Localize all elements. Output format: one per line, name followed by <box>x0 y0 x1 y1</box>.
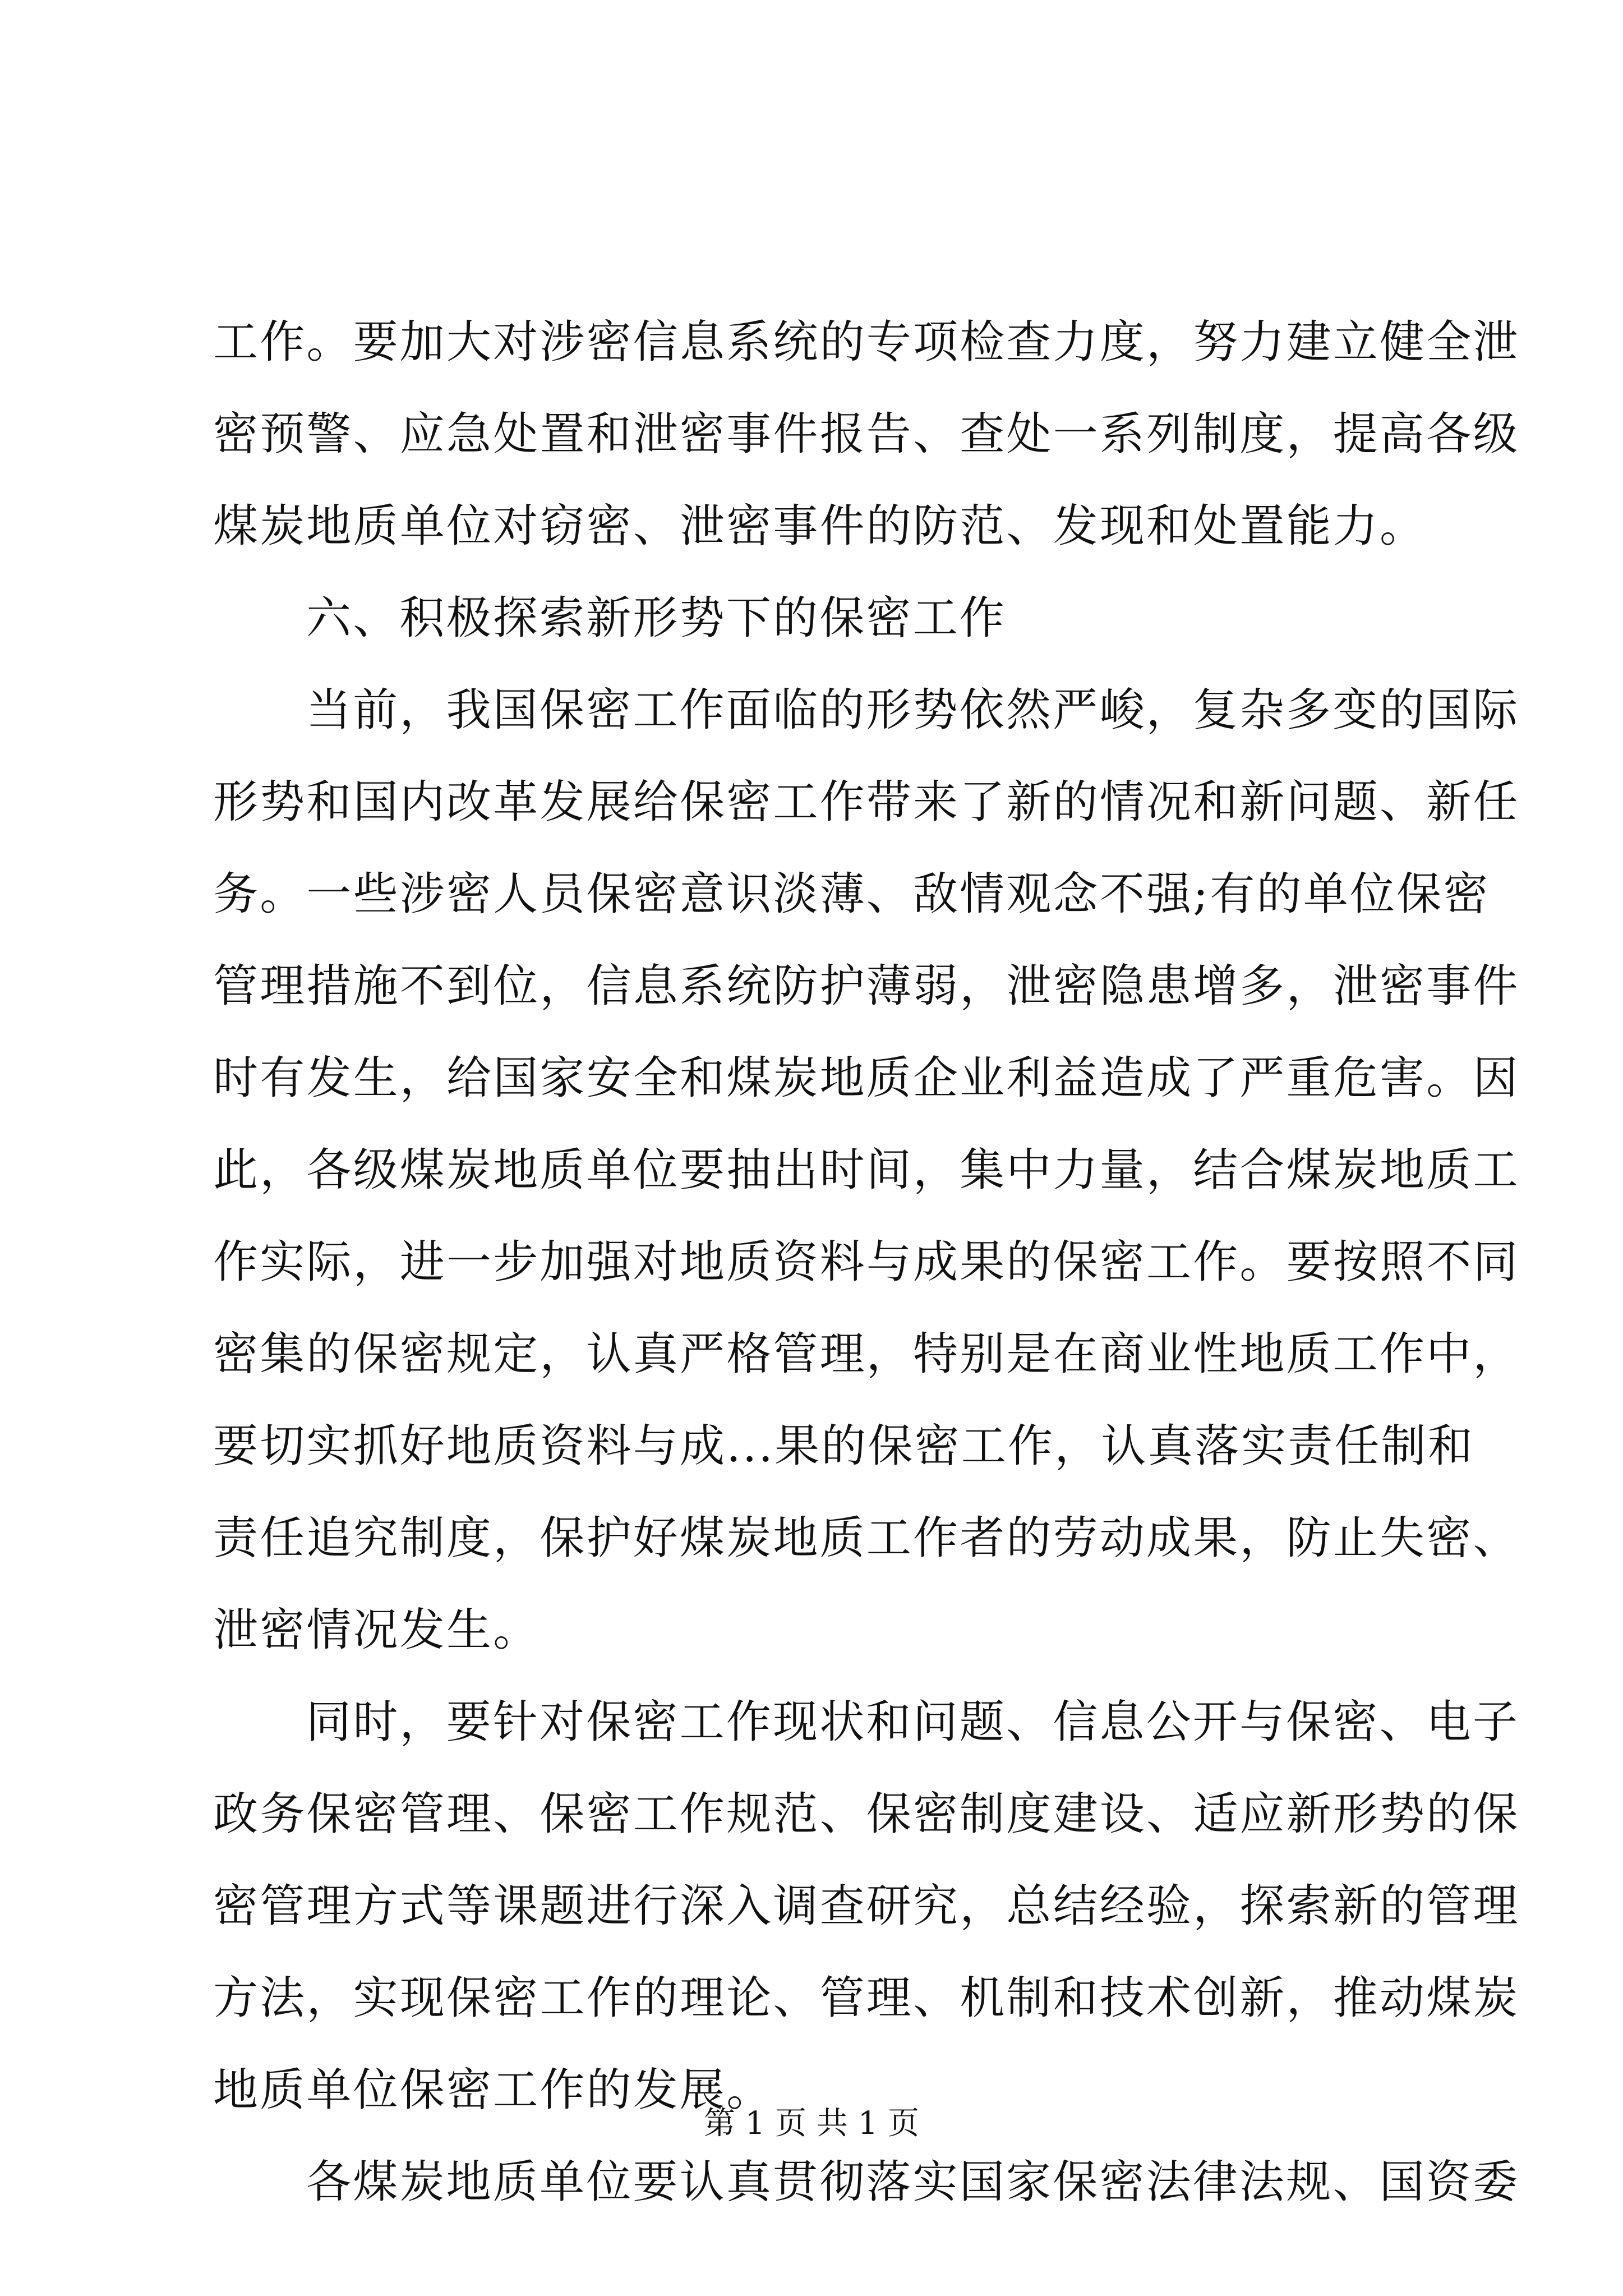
text-line: 责任追究制度，保护好煤炭地质工作者的劳动成果，防止失密、 <box>213 1512 1520 1564</box>
text-line: 煤炭地质单位对窃密、泄密事件的防范、发现和处置能力。 <box>213 500 1427 552</box>
text-line: 管理措施不到位，信息系统防护薄弱，泄密隐患增多，泄密事件 <box>213 960 1520 1012</box>
section-heading: 六、积极探索新形势下的保密工作 <box>306 592 1006 644</box>
text-line: 政务保密管理、保密工作规范、保密制度建设、适应新形势的保 <box>213 1788 1520 1840</box>
text-line: 当前，我国保密工作面临的形势依然严峻，复杂多变的国际 <box>306 684 1520 736</box>
text-line: 密管理方式等课题进行深入调查研究，总结经验，探索新的管理 <box>213 1880 1520 1932</box>
text-line: 地质单位保密工作的发展。 <box>213 2064 773 2116</box>
text-line: 方法，实现保密工作的理论、管理、机制和技术创新，推动煤炭 <box>213 1972 1520 2024</box>
text-line: 要切实抓好地质资料与成...果的保密工作，认真落实责任制和 <box>213 1420 1475 1472</box>
text-line: 务。一些涉密人员保密意识淡薄、敌情观念不强;有的单位保密 <box>213 868 1490 920</box>
text-line: 此，各级煤炭地质单位要抽出时间，集中力量，结合煤炭地质工 <box>213 1144 1520 1196</box>
text-line: 工作。要加大对涉密信息系统的专项检查力度，努力建立健全泄 <box>213 316 1520 368</box>
text-line: 时有发生，给国家安全和煤炭地质企业利益造成了严重危害。因 <box>213 1052 1520 1104</box>
text-line: 密集的保密规定，认真严格管理，特别是在商业性地质工作中， <box>213 1328 1520 1380</box>
text-line: 作实际，进一步加强对地质资料与成果的保密工作。要按照不同 <box>213 1236 1520 1288</box>
body-text <box>213 296 1520 2228</box>
text-line: 密预警、应急处置和泄密事件报告、查处一系列制度，提高各级 <box>213 408 1520 460</box>
text-line: 形势和国内改革发展给保密工作带来了新的情况和新问题、新任 <box>213 776 1520 828</box>
text-line: 同时，要针对保密工作现状和问题、信息公开与保密、电子 <box>306 1696 1520 1748</box>
page-number-footer: 第 1 页 共 1 页 <box>703 2105 920 2142</box>
text-line: 各煤炭地质单位要认真贯彻落实国家保密法律法规、国资委 <box>306 2156 1520 2208</box>
text-line: 泄密情况发生。 <box>213 1604 540 1656</box>
